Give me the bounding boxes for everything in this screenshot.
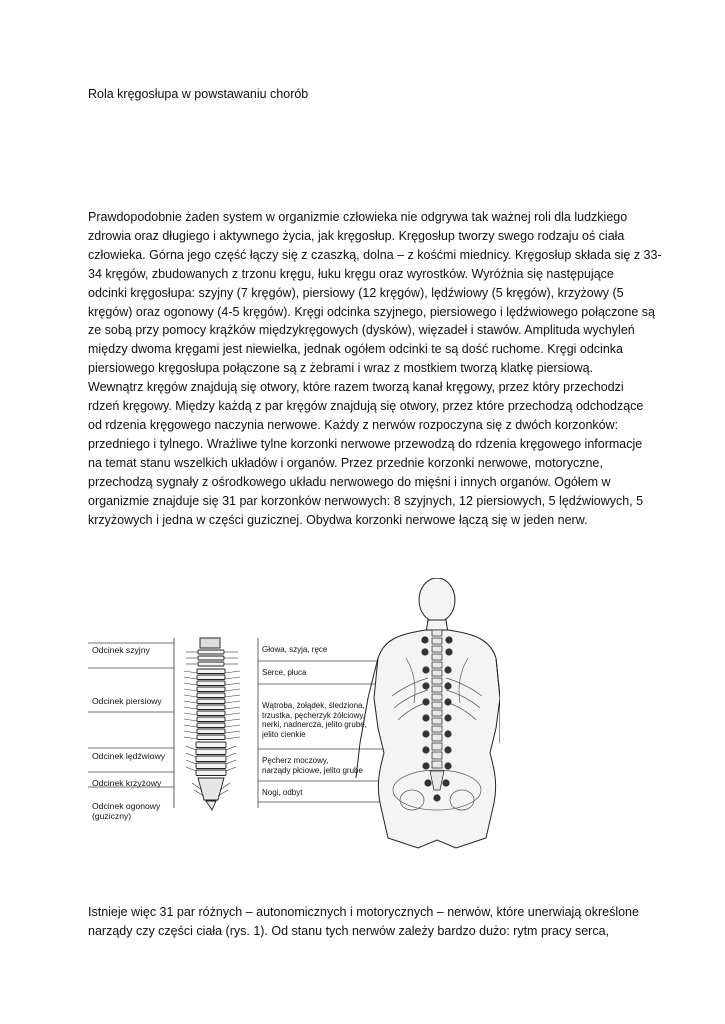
- paragraph-line: od rdzenia kręgowego naczynia nerwowe. Każdy z nerwów rozpoczyna się z dwóch korzonków:: [88, 417, 619, 432]
- paragraph-continuation: [88, 903, 648, 941]
- human-back-silhouette: [356, 578, 500, 848]
- paragraph-line: piersiowego kręgosłupa połączone są z żebrami i wraz z mostkiem tworzą klatkę piersiową.: [88, 361, 594, 376]
- region-legs: Nogi, odbyt: [262, 788, 303, 797]
- paragraph-line: rdzeń kręgowy. Między każdą z par kręgów znajdują się otwory, przez które przechodzą odchodzące: [88, 399, 644, 414]
- paragraph-line: organizmie znajduje się 31 par korzonków nerwowych: 8 szyjnych, 12 piersiowych, 5 lędźwiowych, 5: [88, 493, 644, 508]
- paragraph-line: 34 kręgów, zbudowanych z trzonu kręgu, łuku kręgu oraz wyrostków. Wyróżnia się następujące: [88, 266, 614, 281]
- region-pelvic-organs: Pęcherz moczowy, narządy płciowe, jelito grube: [262, 756, 363, 775]
- paragraph-line: na temat stanu wszelkich układów i organów. Przez przednie korzonki nerwowe, motoryczne,: [88, 455, 603, 470]
- segment-label-thoracic: Odcinek piersiowy: [92, 696, 162, 706]
- segment-label-coccygeal: Odcinek ogonowy: [92, 801, 161, 811]
- region-heart-lungs: Serce, płuca: [262, 668, 307, 677]
- spine-column: [196, 638, 226, 810]
- document-title: Rola kręgosłupa w powstawaniu chorób: [88, 87, 309, 101]
- paragraph-line: narządy czy części ciała (rys. 1). Od stanu tych nerwów zależy bardzo dużo: rytm pracy serca,: [88, 923, 610, 938]
- paragraph-line: przechodzą sygnały z ośrodkowego układu nerwowego do mięśni i innych organów. Ogółem w: [88, 474, 611, 489]
- region-head-neck-arms: Głowa, szyja, ręce: [262, 645, 328, 654]
- paragraph-line: odcinki kręgosłupa: szyjny (7 kręgów), piersiowy (12 kręgów), lędźwiowy (5 kręgów), krzyżowy (5: [88, 285, 624, 300]
- paragraph-intro: [88, 208, 662, 529]
- spine-figure: [88, 578, 500, 853]
- paragraph-line: między dwoma kręgami jest niewielka, jednak ogółem odcinki te są dość ruchome. Kręgi odcinka: [88, 342, 623, 357]
- paragraph-line: Wewnątrz kręgów znajdują się otwory, które razem tworzą kanał kręgowy, przez który przechodzi: [88, 380, 624, 395]
- paragraph-line: człowieka. Górna jego część łączy się z czaszką, dolna – z kośćmi miednicy. Kręgosłup składa się z 33-: [88, 247, 662, 262]
- paragraph-line: ze sobą przy pomocy krążków międzykręgowych (dysków), więzadeł i stawów. Amplituda wychyleń: [88, 323, 635, 338]
- paragraph-line: Istnieje więc 31 par różnych – autonomicznych i motorycznych – nerwów, które unerwiają określone: [88, 905, 639, 919]
- segment-label-lumbar: Odcinek lędźwiowy: [92, 751, 166, 761]
- segment-label-cervical: Odcinek szyjny: [92, 645, 150, 655]
- paragraph-line: zdrowia oraz długiego i aktywnego życia, jak kręgosłup. Kręgosłup tworzy swego rodzaju oś ciała: [88, 228, 625, 243]
- paragraph-line: Prawdopodobnie żaden system w organizmie człowieka nie odgrywa tak ważnej roli dla ludzkiego: [88, 210, 628, 224]
- region-abdominal-organs: Wątroba, żołądek, śledziona, trzustka, pęcherzyk żółciowy, nerki, nadnercza, jelito grube, jelito cienkie: [262, 701, 367, 739]
- segment-label-coccygeal-note: (guziczny): [92, 811, 132, 821]
- paragraph-line: kręgów) oraz ogonowy (4-5 kręgów). Kręgi odcinka szyjnego, piersiowego i lędźwiowego połączone są: [88, 304, 655, 319]
- paragraph-line: przedniego i tylnego. Wrażliwe tylne korzonki nerwowe przewodzą do rdzenia kręgowego informacje: [88, 436, 643, 451]
- segment-label-sacral: Odcinek krzyżowy: [92, 778, 162, 788]
- paragraph-line: krzyżowych i jedna w części guzicznej. Obydwa korzonki nerwowe łączą się w jeden nerw.: [88, 512, 588, 527]
